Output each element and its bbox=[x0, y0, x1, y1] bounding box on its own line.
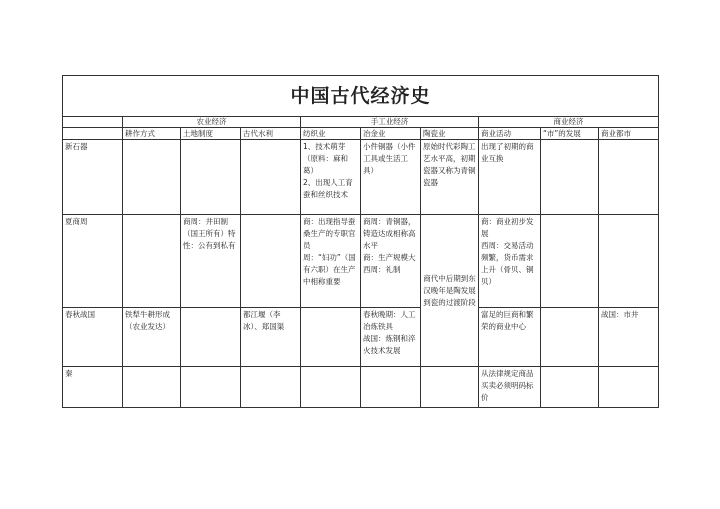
ceramics-cell bbox=[421, 140, 479, 215]
water-cell bbox=[241, 367, 301, 408]
period-cell: 春秋战国 bbox=[63, 308, 123, 367]
period-cell: 秦 bbox=[63, 367, 123, 408]
land-cell bbox=[181, 308, 241, 367]
farming-cell bbox=[123, 215, 181, 308]
metal-line: 西周：礼制 bbox=[363, 265, 401, 274]
textile-cell bbox=[301, 140, 361, 215]
city-cell bbox=[599, 215, 659, 308]
table-row bbox=[63, 140, 659, 215]
city-line: 战国：市井 bbox=[601, 310, 639, 319]
metal-line: 春秋晚期：人工冶炼铁具 bbox=[363, 310, 416, 331]
land-cell bbox=[181, 215, 241, 308]
col-land-system: 土地制度 bbox=[181, 128, 241, 140]
economy-table bbox=[62, 75, 659, 408]
commerce-line: 西周：交易活动频繁，货币需求上升（骨贝、铜贝） bbox=[481, 241, 534, 286]
col-water-works: 古代水利 bbox=[241, 128, 301, 140]
metal-cell bbox=[361, 140, 421, 215]
period-cell: 夏商周 bbox=[63, 215, 123, 308]
farming-cell bbox=[123, 140, 181, 215]
water-cell bbox=[241, 215, 301, 308]
col-commerce-activity: 商业活动 bbox=[479, 128, 541, 140]
metal-line: 战国：炼钢和淬火技术发展 bbox=[363, 334, 416, 355]
ceramics-span-cell bbox=[421, 215, 479, 367]
textile-line: 1、技术萌芽（原料：麻和葛） bbox=[303, 142, 348, 175]
commerce-cell bbox=[479, 215, 541, 308]
textile-line: 周：“妇功”（国有六职）在生产中相称重要 bbox=[303, 253, 356, 286]
city-cell bbox=[599, 308, 659, 367]
table-title: 中国古代经济史 bbox=[63, 76, 659, 117]
table-row bbox=[63, 367, 659, 408]
commerce-line: 商：商业初步发展 bbox=[481, 217, 534, 238]
city-cell bbox=[599, 140, 659, 215]
commerce-line: 从法律规定商品买卖必须明码标价 bbox=[481, 369, 534, 402]
city-cell bbox=[599, 367, 659, 408]
textile-line: 商：出现指导蚕桑生产的专职官员 bbox=[303, 217, 356, 250]
textile-cell bbox=[301, 308, 361, 367]
textile-cell bbox=[301, 367, 361, 408]
land-line: 商周：井田制（国王所有）特性：公有到私有 bbox=[183, 217, 236, 250]
market-cell bbox=[541, 367, 599, 408]
market-cell bbox=[541, 140, 599, 215]
col-market-development: “市”的发展 bbox=[541, 128, 599, 140]
metal-cell bbox=[361, 367, 421, 408]
metal-cell bbox=[361, 215, 421, 308]
water-line: 都江堰（李冰）、郑国渠 bbox=[243, 310, 285, 331]
col-farming-method: 耕作方式 bbox=[123, 128, 181, 140]
commerce-line: 富足的巨商和繁荣的商业中心 bbox=[481, 310, 534, 331]
group-commerce: 商业经济 bbox=[479, 117, 659, 128]
group-handicraft: 手工业经济 bbox=[301, 117, 479, 128]
corner-cell-2 bbox=[63, 128, 123, 140]
col-commercial-city: 商业都市 bbox=[599, 128, 659, 140]
col-ceramics: 陶瓷业 bbox=[421, 128, 479, 140]
ceramics-line: 商代中后期到东汉晚年是陶发展到瓷的过渡阶段 bbox=[423, 273, 476, 307]
commerce-line: 出现了初期的商业互换 bbox=[481, 142, 534, 163]
textile-line: 2、出现人工育蚕和丝织技术 bbox=[303, 178, 353, 199]
table-row bbox=[63, 308, 659, 367]
group-agriculture: 农业经济 bbox=[123, 117, 301, 128]
metal-line: 小件铜器（小件工具或生活工具） bbox=[363, 142, 416, 175]
market-cell bbox=[541, 308, 599, 367]
table-row bbox=[63, 215, 659, 308]
farming-cell bbox=[123, 367, 181, 408]
corner-cell bbox=[63, 117, 123, 128]
farming-line: 铁犁牛耕形成（农业发达） bbox=[125, 310, 170, 331]
economic-history-sheet bbox=[62, 75, 659, 408]
metal-line: 商周：青铜器，铸造达成相称高水平 bbox=[363, 217, 416, 250]
land-cell bbox=[181, 367, 241, 408]
land-cell bbox=[181, 140, 241, 215]
water-cell bbox=[241, 308, 301, 367]
period-cell: 新石器 bbox=[63, 140, 123, 215]
commerce-cell bbox=[479, 140, 541, 215]
farming-cell bbox=[123, 308, 181, 367]
textile-cell bbox=[301, 215, 361, 308]
col-metallurgy: 冶金业 bbox=[361, 128, 421, 140]
metal-cell bbox=[361, 308, 421, 367]
metal-line: 商：生产规模大 bbox=[363, 253, 416, 262]
commerce-cell bbox=[479, 308, 541, 367]
commerce-cell bbox=[479, 367, 541, 408]
water-cell bbox=[241, 140, 301, 215]
ceramics-cell bbox=[421, 367, 479, 408]
col-textile: 纺织业 bbox=[301, 128, 361, 140]
market-cell bbox=[541, 215, 599, 308]
ceramics-line: 原始时代彩陶工艺水平高，初期瓷器又称为青铜瓷器 bbox=[423, 142, 476, 187]
